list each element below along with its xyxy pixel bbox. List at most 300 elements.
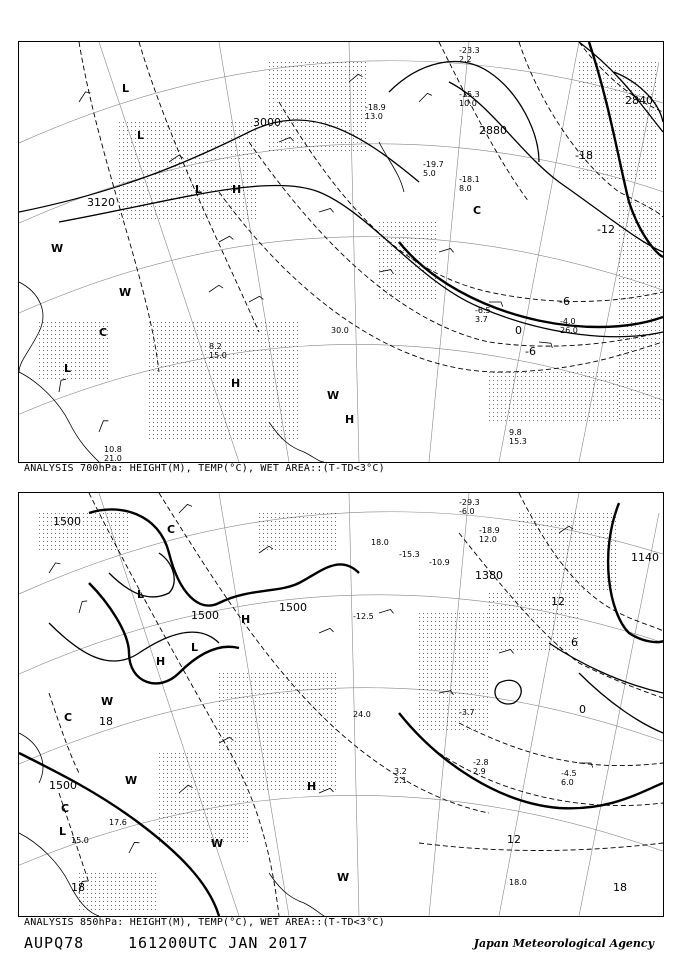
wet-dot (253, 398, 254, 399)
wet-dot (71, 330, 72, 331)
wet-dot (301, 82, 302, 83)
wet-dot (219, 134, 220, 135)
wet-dot (289, 330, 290, 331)
wet-dot (509, 408, 510, 409)
wet-dot (203, 178, 204, 179)
wet-dot (55, 378, 56, 379)
wet-dot (285, 118, 286, 119)
wet-dot (191, 174, 192, 175)
wet-dot (47, 362, 48, 363)
wet-dot (231, 150, 232, 151)
wet-dot (181, 426, 182, 427)
wet-dot (325, 146, 326, 147)
wet-dot (305, 94, 306, 95)
contour-label: -18 (575, 149, 593, 162)
wet-dot (51, 350, 52, 351)
wet-dot (251, 206, 252, 207)
wet-dot (549, 416, 550, 417)
wet-dot (599, 114, 600, 115)
wet-dot (619, 334, 620, 335)
wet-dot (399, 258, 400, 259)
wet-dot (431, 294, 432, 295)
wet-dot (573, 392, 574, 393)
wet-dot (651, 342, 652, 343)
wet-dot (281, 150, 282, 151)
wet-dot (183, 158, 184, 159)
wet-dot (257, 410, 258, 411)
wet-dot (569, 396, 570, 397)
wet-dot (107, 322, 108, 323)
wet-dot (221, 322, 222, 323)
wet-dot (321, 138, 322, 139)
wet-dot (219, 174, 220, 175)
wet-dot (215, 182, 216, 183)
wet-dot (257, 322, 258, 323)
wet-dot (123, 202, 124, 203)
wet-dot (619, 98, 620, 99)
wet-dot (647, 74, 648, 75)
wet-dot (75, 322, 76, 323)
wet-dot (95, 326, 96, 327)
wet-dot (229, 386, 230, 387)
wet-dot (207, 162, 208, 163)
contour-label: -6 (559, 295, 570, 308)
wet-dot (171, 122, 172, 123)
wet-dot (269, 322, 270, 323)
wet-dot (203, 218, 204, 219)
wet-dot (647, 390, 648, 391)
wet-dot (619, 338, 620, 339)
wet-dot (99, 378, 100, 379)
wet-dot (651, 206, 652, 207)
wet-dot (43, 533, 44, 534)
wet-dot (239, 154, 240, 155)
wet-dot (549, 404, 550, 405)
wet-dot (207, 150, 208, 151)
wet-dot (201, 346, 202, 347)
wet-dot (189, 390, 190, 391)
wet-dot (293, 66, 294, 67)
wet-dot (207, 158, 208, 159)
wet-dot (309, 62, 310, 63)
wet-dot (83, 334, 84, 335)
wet-dot (257, 354, 258, 355)
wet-dot (655, 234, 656, 235)
wet-dot (361, 130, 362, 131)
wet-dot (103, 378, 104, 379)
wet-dot (591, 82, 592, 83)
wet-dot (583, 162, 584, 163)
wet-dot (349, 90, 350, 91)
wet-dot (39, 346, 40, 347)
wet-dot (505, 392, 506, 393)
wet-dot (597, 404, 598, 405)
wet-dot (119, 146, 120, 147)
wet-dot (173, 334, 174, 335)
wet-dot (213, 426, 214, 427)
wet-dot (239, 174, 240, 175)
wet-dot (579, 118, 580, 119)
wet-dot (255, 178, 256, 179)
wet-dot (285, 370, 286, 371)
wet-dot (651, 322, 652, 323)
wet-dot (423, 222, 424, 223)
wet-dot (163, 190, 164, 191)
wet-dot (583, 178, 584, 179)
wet-dot (135, 214, 136, 215)
wet-dot (647, 246, 648, 247)
wet-dot (165, 406, 166, 407)
wet-dot (623, 290, 624, 291)
wet-dot (243, 210, 244, 211)
wet-dot (43, 513, 44, 514)
wet-dot (165, 430, 166, 431)
wet-dot (221, 326, 222, 327)
wet-dot (277, 334, 278, 335)
wet-dot (165, 386, 166, 387)
wet-dot (387, 282, 388, 283)
wet-dot (181, 366, 182, 367)
wet-dot (615, 154, 616, 155)
wet-dot (193, 378, 194, 379)
wet-dot (195, 158, 196, 159)
wet-dot (71, 346, 72, 347)
wet-dot (631, 402, 632, 403)
wet-dot (223, 158, 224, 159)
wet-dot (651, 410, 652, 411)
wet-dot (655, 386, 656, 387)
wet-dot (149, 422, 150, 423)
wet-dot (71, 370, 72, 371)
wet-dot (233, 350, 234, 351)
wet-dot (237, 430, 238, 431)
wet-dot (157, 334, 158, 335)
wet-dot (119, 122, 120, 123)
wet-dot (313, 102, 314, 103)
wet-dot (395, 290, 396, 291)
wet-dot (427, 294, 428, 295)
wet-dot (553, 420, 554, 421)
wet-dot (227, 146, 228, 147)
wet-dot (643, 274, 644, 275)
wet-dot (651, 170, 652, 171)
wet-dot (427, 278, 428, 279)
wet-dot (87, 342, 88, 343)
wet-dot (297, 122, 298, 123)
wet-dot (95, 342, 96, 343)
wet-dot (635, 398, 636, 399)
map-850hpa (18, 492, 664, 917)
wet-dot (301, 86, 302, 87)
wet-dot (269, 330, 270, 331)
wet-dot (289, 434, 290, 435)
wet-dot (217, 378, 218, 379)
wet-dot (655, 290, 656, 291)
wet-dot (193, 410, 194, 411)
wet-dot (265, 438, 266, 439)
wet-dot (305, 122, 306, 123)
wet-dot (179, 218, 180, 219)
wet-dot (623, 270, 624, 271)
wet-dot (43, 549, 44, 550)
wet-dot (643, 342, 644, 343)
wet-dot (631, 398, 632, 399)
wet-dot (171, 154, 172, 155)
wet-dot (415, 246, 416, 247)
wet-dot (309, 70, 310, 71)
wet-dot (497, 376, 498, 377)
wet-dot (619, 178, 620, 179)
wet-dot (269, 78, 270, 79)
wet-dot (215, 154, 216, 155)
wet-dot (297, 78, 298, 79)
wet-dot (273, 66, 274, 67)
wet-dot (573, 380, 574, 381)
wet-dot (659, 234, 660, 235)
wet-dot (623, 254, 624, 255)
wet-dot (509, 392, 510, 393)
wet-dot (647, 178, 648, 179)
wet-dot (227, 214, 228, 215)
wet-dot (509, 380, 510, 381)
wet-dot (403, 262, 404, 263)
wet-dot (203, 142, 204, 143)
wet-dot (623, 142, 624, 143)
wet-dot (297, 402, 298, 403)
wet-dot (193, 366, 194, 367)
wet-dot (205, 390, 206, 391)
wet-dot (659, 370, 660, 371)
wet-dot (285, 346, 286, 347)
wet-dot (415, 278, 416, 279)
wet-dot (63, 334, 64, 335)
wet-dot (257, 342, 258, 343)
wet-dot (253, 370, 254, 371)
wet-dot (297, 102, 298, 103)
wet-dot (301, 62, 302, 63)
wet-dot (213, 402, 214, 403)
wet-dot (63, 533, 64, 534)
wet-dot (265, 434, 266, 435)
wet-dot (269, 66, 270, 67)
wet-dot (627, 318, 628, 319)
wet-dot (317, 126, 318, 127)
wet-dot (225, 438, 226, 439)
wet-dot (411, 282, 412, 283)
wet-dot (505, 396, 506, 397)
wet-dot (159, 174, 160, 175)
wet-dot (655, 126, 656, 127)
wet-dot (631, 350, 632, 351)
wet-dot (383, 230, 384, 231)
wet-dot (427, 290, 428, 291)
wet-dot (427, 250, 428, 251)
wet-dot (155, 190, 156, 191)
wet-dot (317, 66, 318, 67)
wet-dot (647, 62, 648, 63)
wet-dot (623, 346, 624, 347)
wet-dot (181, 322, 182, 323)
wet-dot (147, 142, 148, 143)
wet-dot (613, 404, 614, 405)
wet-dot (231, 178, 232, 179)
wet-dot (161, 382, 162, 383)
wet-dot (281, 434, 282, 435)
wet-dot (329, 106, 330, 107)
wet-dot (611, 146, 612, 147)
wet-dot (55, 330, 56, 331)
wet-dot (603, 174, 604, 175)
wet-dot (277, 62, 278, 63)
wet-dot (651, 178, 652, 179)
wet-dot (179, 162, 180, 163)
wet-dot (595, 70, 596, 71)
wet-dot (583, 118, 584, 119)
wet-dot (587, 102, 588, 103)
wet-dot (587, 70, 588, 71)
wet-dot (247, 194, 248, 195)
wet-dot (655, 330, 656, 331)
wet-dot (647, 142, 648, 143)
wet-dot (427, 286, 428, 287)
wet-dot (185, 362, 186, 363)
wet-dot (619, 114, 620, 115)
wet-dot (205, 378, 206, 379)
wet-dot (525, 376, 526, 377)
wet-dot (203, 190, 204, 191)
wet-dot (619, 294, 620, 295)
wet-dot (237, 358, 238, 359)
wet-dot (245, 402, 246, 403)
wet-dot (237, 346, 238, 347)
wet-dot (387, 226, 388, 227)
wet-dot (237, 354, 238, 355)
wet-dot (659, 202, 660, 203)
wet-dot (139, 158, 140, 159)
wet-dot (239, 198, 240, 199)
wet-dot (497, 372, 498, 373)
wet-dot (277, 342, 278, 343)
wet-dot (157, 422, 158, 423)
wet-dot (365, 98, 366, 99)
wet-dot (249, 346, 250, 347)
wet-dot (39, 549, 40, 550)
wet-dot (541, 392, 542, 393)
wet-dot (183, 178, 184, 179)
wet-dot (293, 134, 294, 135)
wet-dot (341, 122, 342, 123)
wet-dot (639, 366, 640, 367)
wet-dot (207, 130, 208, 131)
wet-dot (107, 354, 108, 355)
wet-dot (647, 402, 648, 403)
wet-dot (147, 214, 148, 215)
wet-dot (209, 406, 210, 407)
wet-dot (655, 410, 656, 411)
wet-dot (407, 266, 408, 267)
center-label: W (327, 389, 340, 402)
wet-dot (235, 198, 236, 199)
wet-dot (47, 334, 48, 335)
wet-dot (159, 134, 160, 135)
wet-dot (103, 322, 104, 323)
wet-dot (631, 86, 632, 87)
wet-dot (215, 186, 216, 187)
wet-dot (651, 66, 652, 67)
wet-dot (209, 382, 210, 383)
wet-dot (205, 430, 206, 431)
wet-dot (561, 372, 562, 373)
wet-dot (59, 533, 60, 534)
wet-dot (423, 238, 424, 239)
wet-dot (619, 214, 620, 215)
wet-dot (233, 398, 234, 399)
wet-dot (651, 326, 652, 327)
wet-dot (239, 202, 240, 203)
wet-dot (163, 146, 164, 147)
wet-dot (43, 521, 44, 522)
wet-dot (257, 438, 258, 439)
wet-dot (43, 354, 44, 355)
wet-dot (293, 78, 294, 79)
wet-dot (431, 234, 432, 235)
wet-dot (153, 374, 154, 375)
wet-dot (435, 234, 436, 235)
wet-dot (179, 130, 180, 131)
wet-dot (603, 134, 604, 135)
wet-dot (195, 218, 196, 219)
wet-dot (497, 400, 498, 401)
wet-dot (345, 126, 346, 127)
wet-dot (643, 166, 644, 167)
wet-dot (265, 330, 266, 331)
wet-dot (517, 396, 518, 397)
wet-dot (353, 98, 354, 99)
wet-dot (201, 334, 202, 335)
wet-dot (269, 102, 270, 103)
wet-dot (269, 434, 270, 435)
wet-dot (153, 362, 154, 363)
wet-dot (237, 402, 238, 403)
wet-dot (321, 102, 322, 103)
wet-dot (103, 374, 104, 375)
wet-dot (241, 350, 242, 351)
wet-dot (337, 142, 338, 143)
wet-dot (39, 525, 40, 526)
wet-dot (289, 382, 290, 383)
wet-dot (249, 418, 250, 419)
wet-dot (281, 326, 282, 327)
wet-dot (191, 198, 192, 199)
wet-dot (177, 374, 178, 375)
wet-dot (659, 350, 660, 351)
wet-dot (177, 370, 178, 371)
wet-dot (623, 310, 624, 311)
wet-dot (183, 154, 184, 155)
wet-dot (173, 406, 174, 407)
wet-dot (635, 262, 636, 263)
wet-dot (173, 366, 174, 367)
wet-dot (623, 74, 624, 75)
wet-dot (651, 318, 652, 319)
wet-dot (619, 142, 620, 143)
wet-dot (659, 306, 660, 307)
wet-dot (647, 358, 648, 359)
wet-dot (561, 380, 562, 381)
wet-dot (651, 346, 652, 347)
wet-dot (655, 218, 656, 219)
wet-dot (619, 274, 620, 275)
